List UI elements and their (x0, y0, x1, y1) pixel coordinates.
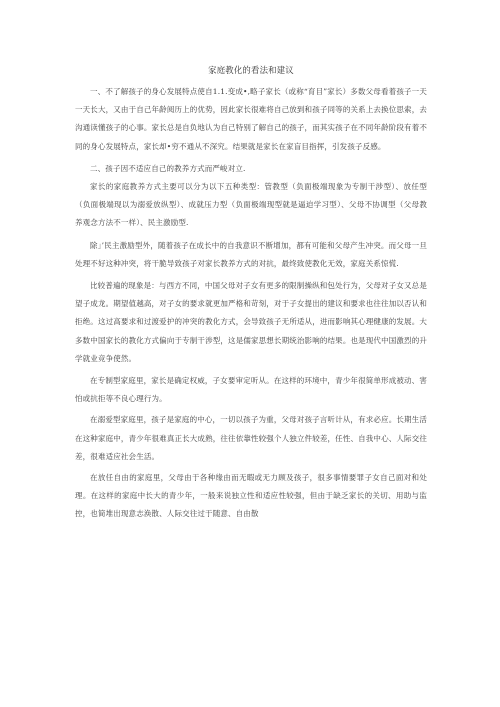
paragraph-permissive: 在放任自由的家庭里，父母由于各种缘由而无暇或无力顾及孩子，很多事情要罪子女自己面对和处理。在这样的家庭中长大的青少年，一般来说独立性和适应性较强，但由于缺乏家长的关切、用助与监控，也简堆出现意志涣散、人际交往过于随意、自由散 (75, 473, 427, 519)
paragraph-conflict: 除」’民主激励型外，随着孩子在成长中的自我意识不断增加，都有可能和父母产生冲突。而父母一旦处理不好这种冲突，将干脆导致孩子对家长教养方式的对抗，最终致使教化无效，家庭关系惊慌. (75, 240, 427, 268)
document-body (75, 64, 427, 528)
section-heading-2: 二、孩子因不适应自己的教养方式而严峻对立. (90, 163, 246, 173)
paragraph-spoiling: 在溺爱型家庭里，孩子是家庭的中心，一切以孩子为重，父母对孩子言听计从，有求必应。长期生活在这种家庭中，青少年很难真正长大成熟，往往依靠性较强个人独立件较差，任性、自我中心、人际交往差，很难适应社会生活。 (75, 415, 427, 461)
paragraph-authoritarian: 在专制型家庭里，家长是确定权威，子女要审定听从。在这样的环境中，青少年很简单形成被动、害怕或抗拒等不良心理行为。 (75, 376, 427, 404)
document-title: 家庭教化的看法和建议 (208, 65, 294, 75)
paragraph-common-phenomenon: 比较普遍的现象是：与西方不同，中国父母对子女有更多的限制操纵和包处行为，父母对子女又总是望子成龙。期望值越高，对子女的要求就更加严格和苛刻，对于子女提出的建议和要求也往往加以否认和拒绝。这过高要求和过渡爱护的冲突的教化方式，会导致孩子无所适从，进而影响其心理健康的发展。大多数中国家长的教化方式偏向于专制干涉型，这是儒家思想长期统治影响的结果。也是现代中国激烈的升学就业竞争使然。 (75, 281, 427, 363)
paragraph-1: 一、不了解孩子的身心发展特点使自1.1.变成•,略子家长（或称“育目”家长）多数父母看着孩子一天一天长大，又由于自己年龄阅历上的优势，因此家长很难将自己放到和孩子同等的关系上去换位思索，去沟通读懂孩子的心事。家长总是自负地认为自己特别了解自己的孩子，而其实孩子在不同年龄阶段有着不同的身心发展特点，家长却•穷不通从不深究。结果就是家长在家盲目指挥，引发孩子反感。 (75, 87, 427, 151)
paragraph-parenting-types: 家长的家庭教养方式主要可以分为以下五种类型：管教型（负面极端现象为专制干涉型）、放任型（负面极端现以为溺爱放纵型）、成就压力型（负面极端现型就是逼迫学习型）、父母不协调型（父母教养观念方法不一样）、民主激励型. (75, 182, 427, 228)
